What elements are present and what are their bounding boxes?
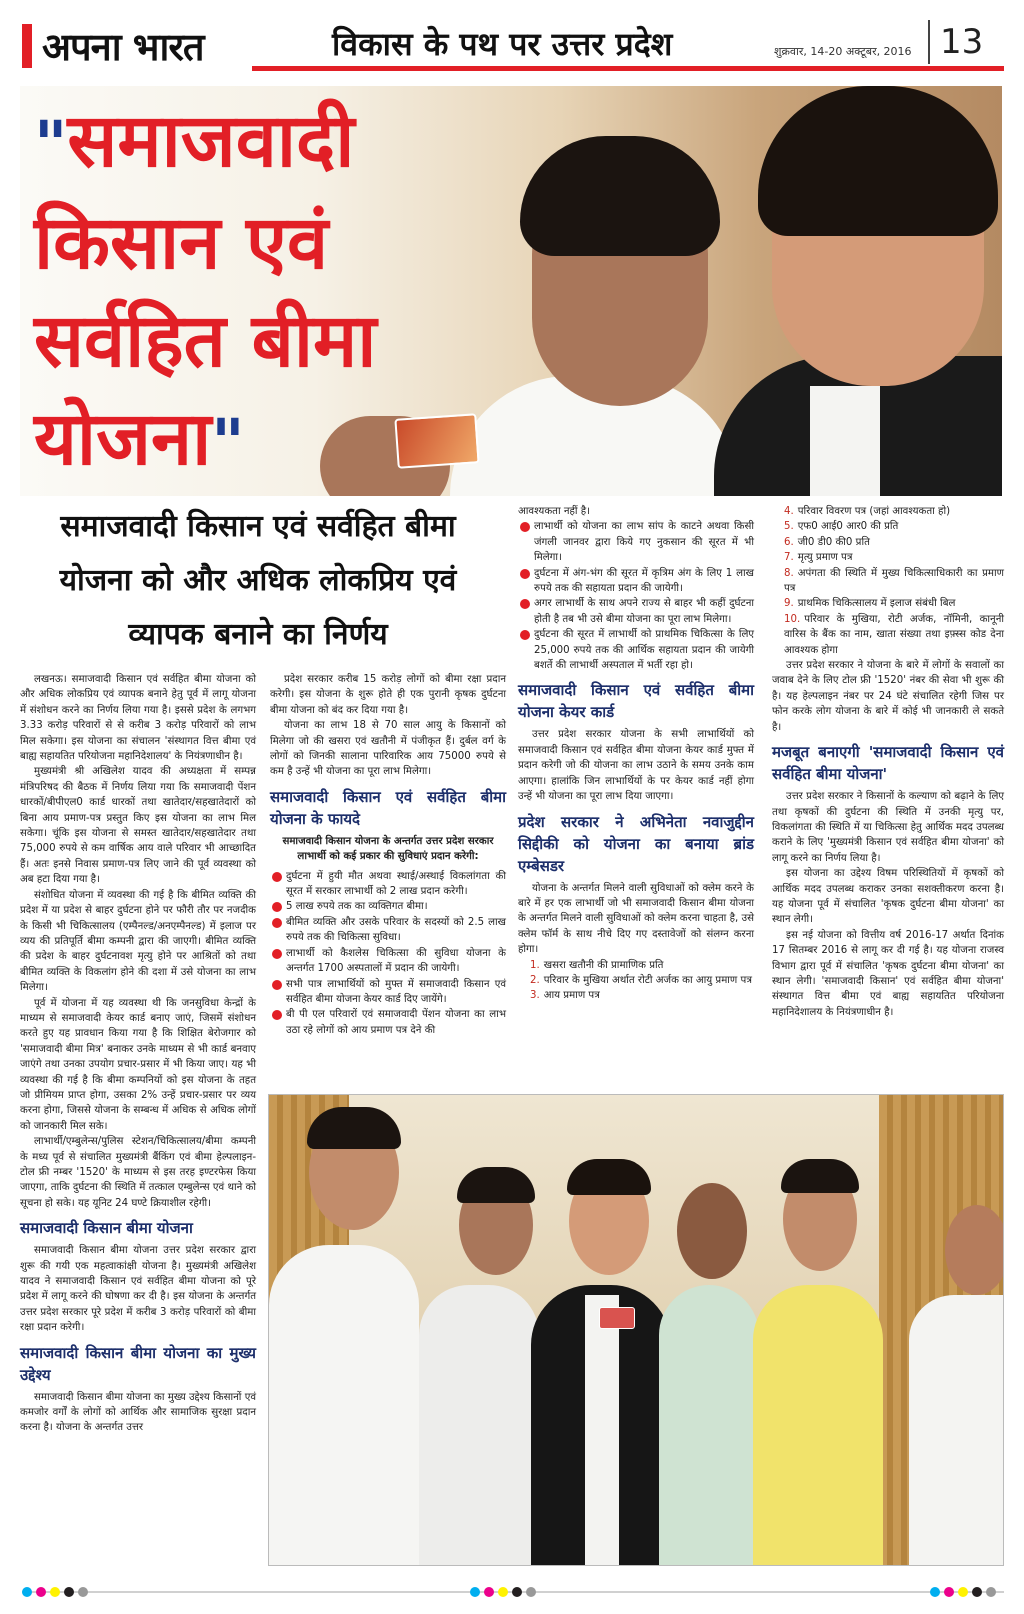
article-column-3 (518, 504, 754, 1004)
person-body (419, 1285, 539, 1566)
section-title: विकास के पथ पर उत्तर प्रदेश (332, 25, 673, 63)
paragraph: उत्तर प्रदेश सरकार योजना के सभी लाभार्थियों को समाजवादी किसान एवं सर्वहित बीमा योजना केयर कार्ड मुफ्त में प्रदान करेगी जो की योजना का लाभ उठाने के समय उनके काम आएगा। हालांकि जिन लाभार्थियों के पर केयर कार्ड नहीं होगा उन्हें भी योजना का पूरा लाभ दिया जाएगा। (518, 729, 754, 803)
group-photo (268, 1094, 1004, 1566)
list-item: 1. खसरा खतौनी की प्रामाणिक प्रति (530, 959, 664, 971)
care-card (599, 1307, 635, 1329)
yellow-dot (50, 1587, 60, 1597)
quote-line-3: सर्वहित बीमा (34, 298, 377, 384)
paragraph: प्रदेश सरकार करीब 15 करोड़ लोगों को बीमा रक्षा प्रदान करेगी। इस योजना के शुरू होते ही एक पुरानी कृषक दुर्घटना बीमा योजना को बंद कर दिया गया है। (270, 674, 506, 716)
paragraph: समाजवादी किसान बीमा योजना उत्तर प्रदेश सरकार द्वारा शुरू की गयी एक महत्वाकांक्षी योजना है। मुख्यमंत्री अखिलेश यादव ने समाजवादी किसान एवं सर्वहित बीमा योजना को पूरे प्रदेश में लागू करने की घोषणा कर दी है। इस योजना के अन्तर्गत उत्तर प्रदेश सरकार पूरे प्रदेश में करीब 3 करोड़ परिवारों को बीमा रक्षा प्रदान करेगी। (20, 1245, 256, 1334)
cyan-dot (930, 1587, 940, 1597)
paragraph: लाभार्थी/एम्बुलेन्स/पुलिस स्टेशन/चिकित्सालय/बीमा कम्पनी के मध्य पूर्व से संचालित मुख्यमंत्री बैंकिंग एवं बीमा हेल्पलाइन- टोल फ्री नम्बर '1520' के माध्यम से इस तरह इण्टरफेस किया जाएगा, ताकि दुर्घटना की स्थिति में तत्काल एम्बुलेन्स एवं थाने को सूचना हो सके। यह यूनिट 24 घण्टे क्रियाशील रहेगी। (20, 1136, 256, 1209)
quote-close-mark: " (211, 405, 245, 480)
bullet-item: अगर लाभार्थी के साथ अपने राज्य से बाहर भी कहीं दुर्घटना होती है तब भी उसे बीमा योजना का पूरा लाभ मिलेगा। (518, 596, 754, 627)
headline-line: समाजवादी किसान एवं सर्वहित बीमा (60, 509, 456, 544)
color-dots-right (930, 1587, 996, 1597)
black-dot (512, 1587, 522, 1597)
paragraph: लखनऊ। समाजवादी किसान एवं सर्वहित बीमा योजना को और अधिक लोकप्रिय एवं व्यापक बनाने हेतु पूर्व में लागू योजना में संशोधन करने का निर्णय लिया गया है। इससे प्रदेश के लगभग 3.33 करोड़ परिवारों से से करीब 3 करोड़ परिवारों को लाभ मिल सकेगा। इस योजना का संचालन 'संस्थागत वित्त बीमा एवं बाह्य सहायतित परियोजना महानिदेशालय' के नियंत्रणाधीन है। (20, 674, 256, 763)
paragraph: संशोधित योजना में व्यवस्था की गई है कि बीमित व्यक्ति की प्रदेश में या प्रदेश से बाहर दुर्घटना होने पर फौरी तौर पर नजदीक के किसी भी चिकित्सालय (एम्पैनल्ड/अनएम्पैनल्ड) में इलाज पर व्यय की प्रतिपूर्ति बीमा कम्पनी द्वारा की जाएगी। बीमित व्यक्ति की प्रदेश के बाहर दुर्घटनावश मृत्यु होने पर आश्रितों को तथा बीमित व्यक्ति के विकलांग होने की दशा में उसे योजना का लाभ मिलेगा। (20, 889, 256, 994)
list-item: 7. मृत्यु प्रमाण पत्र (784, 552, 853, 564)
main-headline (20, 500, 496, 662)
cyan-dot (470, 1587, 480, 1597)
brand-logo: अपना भारत (42, 24, 204, 69)
magenta-dot (36, 1587, 46, 1597)
person-body (659, 1285, 759, 1566)
yellow-dot (498, 1587, 508, 1597)
yellow-dot (958, 1587, 968, 1597)
quote-line-4: योजना" (34, 396, 245, 482)
subheading: प्रदेश सरकार ने अभिनेता नवाजुद्दीन सिद्दीकी को योजना का बनाया ब्रांड एम्बेसडर (518, 812, 754, 875)
subheading: समाजवादी किसान बीमा योजना (20, 1219, 193, 1238)
headline-line: योजना को और अधिक लोकप्रिय एवं (59, 563, 457, 598)
list-item: 9. प्राथमिक चिकित्सालय में इलाज संबंधी बिल (784, 598, 956, 610)
color-dots-center (470, 1587, 536, 1597)
paragraph: उत्तर प्रदेश सरकार ने योजना के बारे में लोगों के सवालों का जवाब देने के लिए टोल फ्री '1520' नंबर की सेवा भी शुरू की है। यह हेल्पलाइन नंबर पर 24 घंटे संचालित रहेगी जिस पर फोन करके लोग योजना के बारे में कोई भी जानकारी ले सकते है। (772, 660, 1004, 733)
list-item: 4. परिवार विवरण पत्र (जहां आवश्यकता हो) (784, 506, 951, 517)
hero-image (20, 86, 1002, 496)
headline-line: व्यापक बनाने का निर्णय (128, 617, 388, 652)
person-hair (758, 86, 998, 236)
grey-dot (986, 1587, 996, 1597)
publication-date: शुक्रवार, 14-20 अक्टूबर, 2016 (774, 45, 912, 58)
list-item: 10. परिवार के मुखिया, रोटी अर्जक, नॉमिनी, कानूनी वारिस के बैंक का नाम, खाता संख्या तथा इफ़्स्स कोड देना आवश्यक होगा (784, 613, 1004, 656)
masthead-rule (252, 66, 1004, 71)
paragraph: इस योजना का उद्देश्य विषम परिस्थितियों में कृषकों को आर्थिक मदद उपलब्ध कराकर उनका सशक्तीकरण करना है। यह योजना पूर्व में संचालित 'कृषक दुर्घटना बीमा योजना' का स्थान लेगी। (772, 868, 1004, 926)
list-item: 3. आय प्रमाण पत्र (530, 990, 600, 1002)
hero-quote (34, 92, 454, 492)
person-hair (307, 1107, 401, 1149)
person-hair (520, 136, 720, 256)
article-column-1 (20, 672, 256, 1436)
cyan-dot (22, 1587, 32, 1597)
person-shirt (810, 386, 880, 496)
bullet-item: बी पी एल परिवारों एवं समाजवादी पेंशन योजना का लाभ उठा रहे लोगों को आय प्रमाण पत्र देने की (270, 1007, 506, 1038)
bullet-item: बीमित व्यक्ति और उसके परिवार के सदस्यों को 2.5 लाख रुपये तक की चिकित्सा सुविधा। (270, 915, 506, 946)
bullet-item: सभी पात्र लाभार्थियों को मुफ्त में समाजवादी किसान एवं सर्वहित बीमा योजना केयर कार्ड दिए जायेंगे। (270, 977, 506, 1008)
paragraph: उत्तर प्रदेश सरकार ने किसानों के कल्याण को बढ़ाने के लिए तथा कृषकों की दुर्घटना की स्थिति में उनकी मृत्यु पर, विकलांगता की स्थिति में या चिकित्सा हेतु आर्थिक मदद उपलब्ध कराने के लिए 'मुख्यमंत्री किसान एवं सर्वहित बीमा योजना' को लागू करने का निर्णय लिया है। (772, 791, 1004, 864)
bullet-item: लाभार्थी को कैशलेस चिकित्सा की सुविधा योजना के अन्तर्गत 1700 अस्पतालों में प्रदान की जायेगी। (270, 946, 506, 977)
brand-mark (22, 24, 32, 68)
subheading: समाजवादी किसान एवं सर्वहित बीमा योजना के फायदे (270, 787, 506, 828)
person-body (269, 1245, 419, 1566)
article-column-2 (270, 672, 506, 1038)
quote-line-2: किसान एवं (34, 200, 329, 286)
masthead (22, 18, 1004, 74)
person-body (753, 1285, 883, 1566)
bullet-item: दुर्घटना की सूरत में लाभार्थी को प्राथमिक चिकित्सा के लिए 25,000 रुपये तक की आर्थिक सहायता प्रदान की जायेगी बशर्ते की लाभार्थी अस्पताल में भर्ती रहा हो। (518, 627, 754, 673)
article-column-4 (772, 504, 1004, 1020)
quote-line-1: "समाजवादी (34, 98, 355, 184)
person-hair (457, 1167, 535, 1203)
paragraph: योजना के अन्तर्गत मिलने वाली सुविधाओं को क्लेम करने के बारे में हर एक लाभार्थी जो भी समाजवादी किसान बीमा योजना के अन्तर्गत मिलने वाली सुविधाओं को क्लेम करना चाहता है, उसे क्लेम फॉर्म के साथ नीचे दिए गए दस्तावेजों को संलग्न करना होगा। (518, 882, 754, 956)
black-dot (64, 1587, 74, 1597)
bullet-item: 5 लाख रुपये तक का व्यक्तिगत बीमा। (270, 899, 506, 914)
list-item: 2. परिवार के मुखिया अर्थात रोटी अर्जक का आयु प्रमाण पत्र (530, 974, 752, 986)
bullet-item: लाभार्थी को योजना का लाभ सांप के काटने अथवा किसी जंगली जानवर द्वारा किये गए नुकसान की सूरत में भी मिलेगा। (518, 519, 754, 565)
list-intro: समाजवादी किसान योजना के अन्तर्गत उत्तर प्रदेश सरकार लाभार्थी को कई प्रकार की सुविधाएं प्रदान करेगी: (282, 835, 494, 863)
quote-open-mark: " (34, 107, 68, 182)
magenta-dot (484, 1587, 494, 1597)
color-dots-left (22, 1587, 88, 1597)
person-face (677, 1183, 747, 1279)
black-dot (972, 1587, 982, 1597)
person-shirt (585, 1295, 619, 1566)
person-face (945, 1205, 1004, 1295)
bullet-item: दुर्घटना में अंग-भंग की सूरत में कृत्रिम अंग के लिए 1 लाख रुपये तक की सहायता प्रदान की जायेगी। (518, 566, 754, 597)
subheading: समाजवादी किसान एवं सर्वहित बीमा योजना केयर कार्ड (518, 681, 754, 722)
list-item: 5. एफ0 आई0 आर0 की प्रति (784, 521, 899, 533)
person-body (909, 1295, 1004, 1566)
magenta-dot (944, 1587, 954, 1597)
paragraph: पूर्व में योजना में यह व्यवस्था थी कि जनसुविधा केन्द्रों के माध्यम से समाजवादी केयर कार्ड बनाए जाएं, जिसमें संशोधन करते हुए यह प्रावधान किया गया है कि शिक्षित बेरोजगार को 'समाजवादी बीमा मित्र' बनाकर उनके माध्यम से भी कार्ड बनवाए जाएंगे तथा उनका उपयोग प्रचार-प्रसार में भी किया जाए। यह भी व्यवस्था की गई है कि बीमा कम्पनियों को इस योजना के तहत जो प्रीमियम प्राप्त होगा, उसका 2% उन्हें प्रचार-प्रसार पर व्यय करना होगा, जिससे योजना के सम्बन्ध में अधिक से अधिक लोगों को जानकारी मिल सके। (20, 997, 256, 1132)
paragraph: आवश्यकता नहीं है। (518, 506, 591, 517)
paragraph: समाजवादी किसान बीमा योजना का मुख्य उद्देश्य किसानों एवं कमजोर वर्गों के लोगों को आर्थिक और सामाजिक सुरक्षा प्रदान करना है। योजना के अन्तर्गत उत्तर (20, 1391, 256, 1434)
subheading: मजबूत बनाएगी 'समाजवादी किसान एवं सर्वहित बीमा योजना' (772, 743, 1004, 784)
grey-dot (526, 1587, 536, 1597)
divider (928, 20, 930, 64)
paragraph: इस नई योजना को वित्तीय वर्ष 2016-17 अर्थात दिनांक 17 सितम्बर 2016 से लागू कर दी गई है। यह योजना राजस्व विभाग द्वारा पूर्व में संचालित 'कृषक दुर्घटना बीमा योजना' का स्थान लेगी। 'समाजवादी किसान' एवं सर्वहित बीमा योजना' संस्थागत वित्त बीमा एवं बाह्य सहायतित परियोजना महानिदेशालय के नियंत्रणाधीन है। (772, 929, 1004, 1018)
subheading: समाजवादी किसान बीमा योजना का मुख्य उद्देश्य (20, 1343, 256, 1384)
page-number: 13 (940, 22, 984, 62)
person-hair (781, 1159, 859, 1193)
paragraph: योजना का लाभ 18 से 70 साल आयु के किसानों को मिलेगा जो की खसरा एवं खतौनी में पंजीकृत हैं। दुर्बल वर्ग के लोगों को जिनकी सालाना पारिवारिक आय 75000 रुपये से कम है उन्हें भी योजना का पूरा लाभ मिलेगा। (270, 720, 506, 778)
list-item: 6. जी0 डी0 की0 प्रति (784, 536, 870, 548)
paragraph: मुख्यमंत्री श्री अखिलेश यादव की अध्यक्षता में सम्पन्न मंत्रिपरिषद की बैठक में निर्णय लिया गया कि समाजवादी पेंशन धारकों/बीपीएल0 कार्ड धारकों तथा खातेदार/सहखातेदारों को बिना आय प्रमाण-पत्र प्रस्तुत किए इस योजना का लाभ मिल सकेगा। चूंकि इस योजना से समस्त खातेदार/सहखातेदार तथा 75,000 रुपये से कम वार्षिक आय वाले परिवार भी आच्छादित हैं। अतः इनसे निवास प्रमाण-पत्र लिए जाने की पूर्व व्यवस्था को अब हटा दिया गया है। (20, 766, 256, 886)
grey-dot (78, 1587, 88, 1597)
list-item: 8. अपंगता की स्थिति में मुख्य चिकित्साधिकारी का प्रमाण पत्र (784, 567, 1004, 595)
person-hair (567, 1159, 651, 1195)
bullet-item: दुर्घटना में हुयी मौत अथवा स्थाई/अस्थाई विकलांगता की सूरत में सरकार लाभार्थी को 2 लाख प्रदान करेगी। (270, 869, 506, 900)
